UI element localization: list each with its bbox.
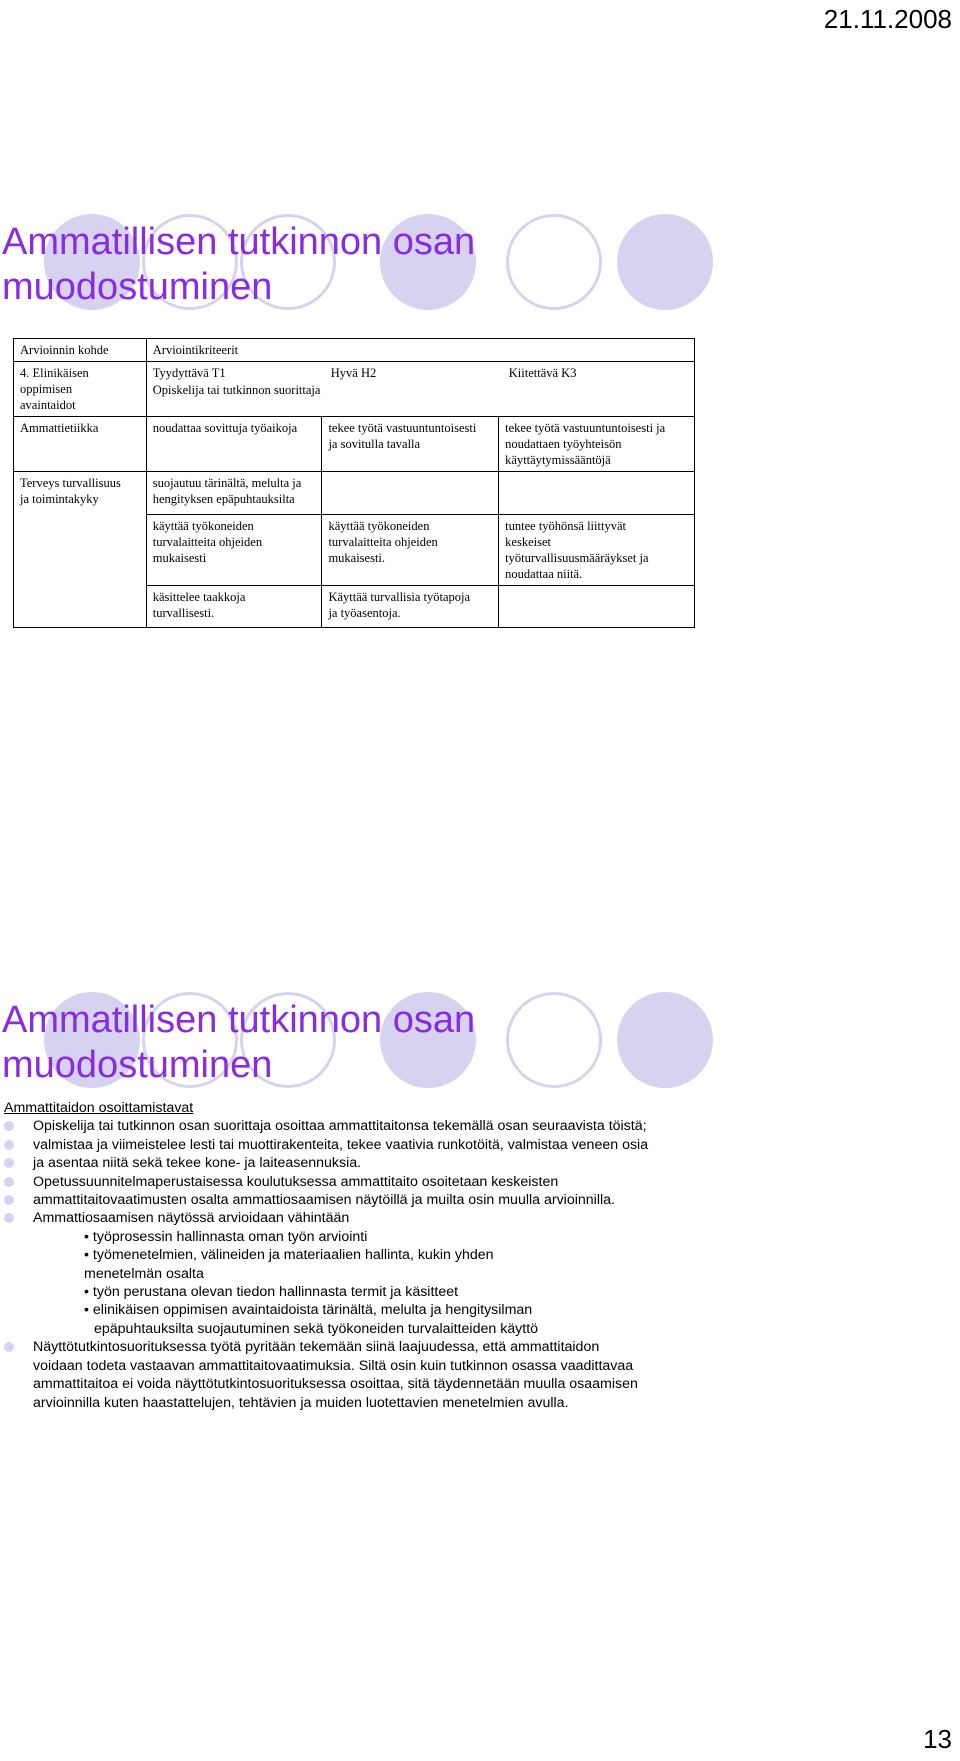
level-t1: Tyydyttävä T1: [152, 366, 226, 380]
list-item: Opetussuunnitelmaperustaisessa koulutuksessa ammattitaito osoitetaan keskeisten: [4, 1173, 934, 1191]
list-item: ammattitaitovaatimusten osalta ammattiosaamisen näytöillä ja muilta osin muulla arvioinnilla.: [4, 1191, 934, 1209]
list-item: ja asentaa niitä sekä tekee kone- ja laiteasennuksia.: [4, 1154, 934, 1172]
section-heading: Ammattitaidon osoittamistavat: [4, 1100, 194, 1116]
title-line: muodostuminen: [2, 1044, 273, 1086]
circle-decoration: [506, 992, 602, 1088]
slide-title: [2, 220, 475, 310]
table-row: [14, 585, 695, 628]
bullet-icon: [4, 1195, 14, 1205]
bullet-icon: [4, 1177, 14, 1187]
page-number: 13: [923, 1724, 952, 1754]
circle-decoration: [617, 992, 713, 1088]
title-line: muodostuminen: [2, 266, 273, 308]
table-row: [14, 514, 695, 585]
cell-k3: tuntee työhönsä liittyvät keskeiset työturvallisuusmääräykset ja noudattaa niitä.: [499, 514, 695, 585]
circle-decoration: [506, 214, 602, 310]
cell-h2: [322, 472, 499, 515]
list-item-continued: ammattitaitoa ei voida näyttötutkintosuorituksessa osoittaa, sitä täydennetään muulla osaamisen: [33, 1376, 638, 1393]
title-line: Ammatillisen tutkinnon osan: [2, 999, 476, 1041]
performer-label: Opiskelija tai tutkinnon suorittaja: [152, 383, 321, 397]
cell-label: Ammattietiikka: [14, 417, 147, 472]
sub-list-item: menetelmän osalta: [84, 1265, 204, 1282]
assessment-criteria-table: [13, 338, 695, 628]
circle-decoration: [617, 214, 713, 310]
bullet-icon: [4, 1140, 14, 1150]
sub-list-item: • elinikäisen oppimisen avaintaidoista tärinältä, melulta ja hengitysilman: [84, 1302, 533, 1319]
bullet-icon: [4, 1213, 14, 1223]
level-k3: Kiitettävä K3: [508, 366, 577, 380]
sub-list-item: • työprosessin hallinnasta oman työn arviointi: [84, 1228, 368, 1245]
cell-k3: tekee työtä vastuuntuntoisesti ja noudattaen työyhteisön käyttäytymissääntöjä: [499, 417, 695, 472]
cell-k3: [499, 585, 695, 628]
slide-title: [2, 998, 475, 1088]
sub-list-item: • työn perustana olevan tiedon hallinnasta termit ja käsitteet: [84, 1284, 459, 1301]
table-row: [14, 472, 695, 515]
list-item: Näyttötutkintosuorituksessa työtä pyritään tekemään siinä laajuudessa, että ammattitaidon: [4, 1338, 934, 1356]
list-item: Ammattiosaamisen näytössä arvioidaan vähintään: [4, 1209, 934, 1227]
cell-h2: Käyttää turvallisia työtapoja ja työasentoja.: [322, 585, 499, 628]
bullet-icon: [4, 1158, 14, 1168]
level-h2: Hyvä H2: [330, 366, 377, 380]
list-item: Opiskelija tai tutkinnon osan suorittaja osoittaa ammattitaitonsa tekemällä osan seuraavista töistä;: [4, 1117, 934, 1135]
sub-list-item: • työmenetelmien, välineiden ja materiaalien hallinta, kukin yhden: [84, 1247, 494, 1264]
list-item-continued: arvioinnilla kuten haastattelujen, tehtävien ja muiden luotettavien menetelmien avulla.: [33, 1394, 569, 1411]
cell-label: [14, 585, 147, 628]
list-item-continued: voidaan todeta vastaavan ammattitaitovaatimuksia. Siltä osin kuin tutkinnon osassa vaadittavaa: [33, 1357, 634, 1374]
title-line: Ammatillisen tutkinnon osan: [2, 221, 476, 263]
cell-t1: suojautuu tärinältä, melulta ja hengityksen epäpuhtauksilta: [146, 472, 322, 515]
list-item: valmistaa ja viimeistelee lesti tai muottirakenteita, tekee vaativia runkotöitä, valmistaa veneen osia: [4, 1136, 934, 1154]
slide-body: [4, 1099, 934, 1412]
header-criteria: Arviointikriteerit: [146, 339, 694, 362]
cell-t1: käsittelee taakkoja turvallisesti.: [146, 585, 322, 628]
header-target: Arvioinnin kohde: [14, 339, 147, 362]
cell-h2: käyttää työkoneiden turvalaitteita ohjeiden mukaisesti.: [322, 514, 499, 585]
cell-area: 4. Elinikäisen oppimisen avaintaidot: [14, 362, 147, 417]
print-date: 21.11.2008: [823, 4, 952, 34]
bullet-icon: [4, 1342, 14, 1352]
cell-h2: tekee työtä vastuuntuntoisesti ja sovitulla tavalla: [322, 417, 499, 472]
table-row: [14, 417, 695, 472]
cell-label: Terveys turvallisuus ja toimintakyky: [14, 472, 147, 515]
cell-t1: käyttää työkoneiden turvalaitteita ohjeiden mukaisesti: [146, 514, 322, 585]
cell-t1: noudattaa sovittuja työaikoja: [146, 417, 322, 472]
cell-k3: [499, 472, 695, 515]
cell-levels: [146, 362, 694, 417]
cell-label: [14, 514, 147, 585]
sub-list-item: epäpuhtauksilta suojautuminen sekä työkoneiden turvalaitteiden käyttö: [94, 1320, 539, 1337]
table-header-row: [14, 339, 695, 362]
table-row: [14, 362, 695, 417]
bullet-icon: [4, 1121, 14, 1131]
